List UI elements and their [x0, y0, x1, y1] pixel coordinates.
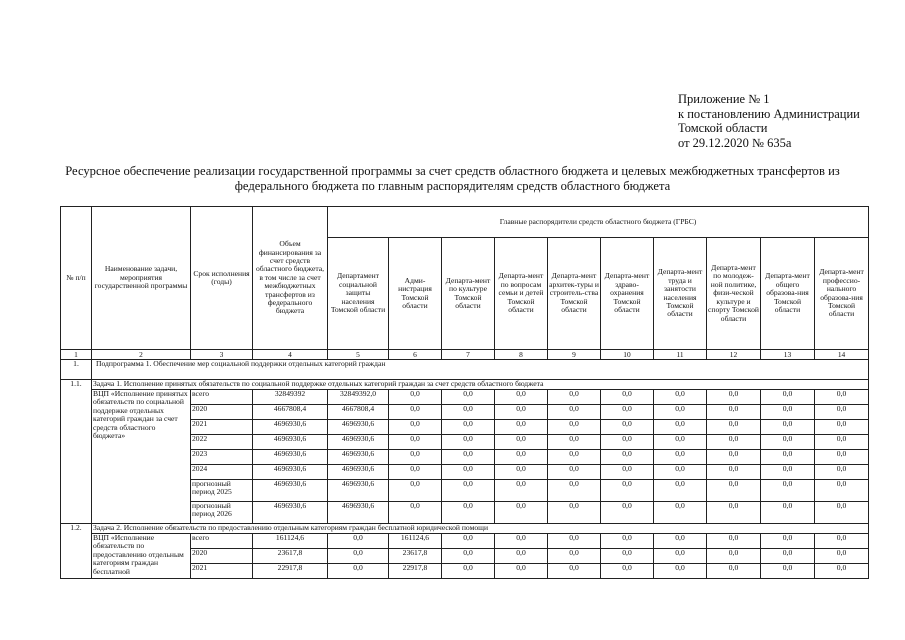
activity-name: ВЦП «Исполнение принятых обязательств по социальной поддержке отдельных категорий граждан за счет средств областного бюджета»	[92, 390, 191, 524]
header-cell: Департа-мент по вопросам семьи и детей Томской области	[495, 238, 548, 350]
value-cell: 0,0	[389, 390, 442, 405]
column-number: 13	[761, 350, 815, 360]
value-cell: 0,0	[442, 420, 495, 435]
value-cell: 0,0	[328, 564, 389, 579]
value-cell: 23617,8	[389, 549, 442, 564]
value-cell: 0,0	[761, 465, 815, 480]
value-cell: 0,0	[389, 480, 442, 502]
value-cell: 0,0	[442, 435, 495, 450]
value-cell: 0,0	[495, 465, 548, 480]
header-cell: Срок исполнения (годы)	[191, 207, 253, 350]
value-cell: 0,0	[815, 549, 869, 564]
value-cell: 4696930,6	[328, 480, 389, 502]
value-cell: 0,0	[815, 450, 869, 465]
value-cell: 0,0	[442, 502, 495, 524]
value-cell: 0,0	[495, 420, 548, 435]
value-cell: 4696930,6	[253, 480, 328, 502]
appendix-line: Приложение № 1	[678, 92, 770, 106]
value-cell: 0,0	[654, 450, 707, 465]
value-cell: 0,0	[761, 549, 815, 564]
value-cell: 0,0	[601, 564, 654, 579]
value-cell: 0,0	[761, 564, 815, 579]
column-number: 10	[601, 350, 654, 360]
period-cell: прогнозный период 2025	[191, 480, 253, 502]
appendix-line: Томской области	[678, 121, 768, 136]
value-cell: 0,0	[815, 480, 869, 502]
value-cell: 0,0	[761, 390, 815, 405]
value-cell: 32849392,0	[328, 390, 389, 405]
period-cell: всего	[191, 390, 253, 405]
value-cell: 0,0	[707, 450, 761, 465]
value-cell: 0,0	[654, 390, 707, 405]
header-cell: Адми-нистрация Томской области	[389, 238, 442, 350]
header-cell: Департа-мент здраво-охранения Томской области	[601, 238, 654, 350]
value-cell: 161124,6	[253, 534, 328, 549]
appendix-line: от 29.12.2020 № 635а	[678, 135, 792, 150]
value-cell: 0,0	[389, 450, 442, 465]
value-cell: 4696930,6	[328, 450, 389, 465]
value-cell: 0,0	[761, 502, 815, 524]
value-cell: 0,0	[442, 450, 495, 465]
value-cell: 0,0	[761, 534, 815, 549]
column-number: 12	[707, 350, 761, 360]
task-title: Задача 2. Исполнение обязательств по предоставлению отдельным категориям граждан бесплатной юридической помощи	[92, 524, 869, 534]
value-cell: 4696930,6	[253, 502, 328, 524]
value-cell: 0,0	[601, 405, 654, 420]
appendix-block	[678, 92, 860, 150]
value-cell: 0,0	[601, 450, 654, 465]
value-cell: 0,0	[442, 405, 495, 420]
column-number: 14	[815, 350, 869, 360]
value-cell: 4696930,6	[253, 465, 328, 480]
value-cell: 0,0	[654, 549, 707, 564]
value-cell: 0,0	[389, 420, 442, 435]
value-cell: 0,0	[495, 534, 548, 549]
period-cell: 2021	[191, 420, 253, 435]
value-cell: 22917,8	[253, 564, 328, 579]
value-cell: 4696930,6	[253, 435, 328, 450]
value-cell: 0,0	[601, 420, 654, 435]
value-cell: 4696930,6	[328, 502, 389, 524]
value-cell: 0,0	[548, 564, 601, 579]
value-cell: 0,0	[815, 435, 869, 450]
value-cell: 0,0	[495, 450, 548, 465]
value-cell: 0,0	[495, 549, 548, 564]
column-number: 9	[548, 350, 601, 360]
row-number: 1.	[61, 360, 92, 380]
value-cell: 0,0	[654, 420, 707, 435]
value-cell: 0,0	[548, 420, 601, 435]
subprogram-title: Подпрограмма 1. Обеспечение мер социальной поддержки отдельных категорий граждан	[92, 360, 869, 380]
value-cell: 0,0	[707, 502, 761, 524]
value-cell: 0,0	[707, 480, 761, 502]
value-cell: 0,0	[654, 435, 707, 450]
value-cell: 0,0	[548, 480, 601, 502]
value-cell: 0,0	[389, 465, 442, 480]
header-cell: Наименование задачи, мероприятия государственной программы	[92, 207, 191, 350]
value-cell: 0,0	[707, 549, 761, 564]
period-cell: 2020	[191, 405, 253, 420]
value-cell: 0,0	[601, 390, 654, 405]
value-cell: 0,0	[654, 534, 707, 549]
value-cell: 0,0	[654, 480, 707, 502]
value-cell: 0,0	[495, 390, 548, 405]
task-title: Задача 1. Исполнение принятых обязательств по социальной поддержке отдельных категорий граждан за счет средств областного бюджета	[92, 380, 869, 390]
value-cell: 0,0	[601, 480, 654, 502]
value-cell: 0,0	[654, 564, 707, 579]
value-cell: 0,0	[495, 480, 548, 502]
value-cell: 0,0	[654, 465, 707, 480]
activity-name: ВЦП «Исполнение обязательств по предоставлению отдельным категориям граждан бесплатной	[92, 534, 191, 579]
period-cell: 2021	[191, 564, 253, 579]
value-cell: 4667808,4	[253, 405, 328, 420]
resource-table	[60, 206, 869, 579]
value-cell: 0,0	[707, 534, 761, 549]
appendix-line: к постановлению Администрации	[678, 106, 860, 121]
subprogram-row	[61, 360, 869, 380]
value-cell: 4696930,6	[253, 450, 328, 465]
value-cell: 0,0	[815, 390, 869, 405]
value-cell: 4696930,6	[328, 420, 389, 435]
period-cell: 2022	[191, 435, 253, 450]
table-row	[61, 534, 869, 549]
document-title: Ресурсное обеспечение реализации государственной программы за счет средств областного бюджета и целевых межбюджетных трансфертов из федерального бюджета по главным распорядителям средств областного бюджета	[65, 164, 840, 193]
value-cell: 4667808,4	[328, 405, 389, 420]
task-row	[61, 380, 869, 390]
row-number: 1.2.	[61, 524, 92, 579]
value-cell: 0,0	[548, 502, 601, 524]
value-cell: 0,0	[442, 534, 495, 549]
column-number: 8	[495, 350, 548, 360]
value-cell: 0,0	[707, 405, 761, 420]
value-cell: 0,0	[442, 480, 495, 502]
value-cell: 23617,8	[253, 549, 328, 564]
value-cell: 0,0	[707, 465, 761, 480]
value-cell: 0,0	[815, 405, 869, 420]
column-number: 4	[253, 350, 328, 360]
value-cell: 0,0	[495, 564, 548, 579]
header-cell: Департа-мент профессио-нального образова-ния Томской области	[815, 238, 869, 350]
value-cell: 161124,6	[389, 534, 442, 549]
value-cell: 0,0	[815, 502, 869, 524]
row-number: 1.1.	[61, 380, 92, 524]
header-cell: Департа-мент по молодеж-ной политике, физи-ческой культуре и спорту Томской области	[707, 238, 761, 350]
value-cell: 0,0	[654, 405, 707, 420]
column-number: 5	[328, 350, 389, 360]
header-cell: Департа-мент по культуре Томской области	[442, 238, 495, 350]
header-cell: Департамент социальной защиты населения Томской области	[328, 238, 389, 350]
column-number: 6	[389, 350, 442, 360]
value-cell: 0,0	[707, 420, 761, 435]
value-cell: 0,0	[442, 390, 495, 405]
value-cell: 0,0	[601, 435, 654, 450]
value-cell: 0,0	[389, 405, 442, 420]
value-cell: 0,0	[389, 435, 442, 450]
value-cell: 0,0	[654, 502, 707, 524]
value-cell: 0,0	[548, 465, 601, 480]
table-row	[61, 390, 869, 405]
value-cell: 0,0	[761, 420, 815, 435]
value-cell: 0,0	[815, 420, 869, 435]
value-cell: 4696930,6	[253, 420, 328, 435]
value-cell: 0,0	[548, 534, 601, 549]
column-number: 1	[61, 350, 92, 360]
value-cell: 0,0	[495, 502, 548, 524]
header-cell: Объем финансирования за счет средств областного бюджета, в том числе за счет межбюджетных трансфертов из федерального бюджета	[253, 207, 328, 350]
value-cell: 0,0	[328, 534, 389, 549]
value-cell: 0,0	[761, 480, 815, 502]
value-cell: 0,0	[548, 450, 601, 465]
value-cell: 22917,8	[389, 564, 442, 579]
value-cell: 0,0	[601, 502, 654, 524]
header-cell: Департа-мент труда и занятости населения Томской области	[654, 238, 707, 350]
header-cell: Департа-мент архитек-туры и строитель-ства Томской области	[548, 238, 601, 350]
value-cell: 0,0	[548, 549, 601, 564]
value-cell: 0,0	[601, 465, 654, 480]
value-cell: 0,0	[815, 564, 869, 579]
period-cell: 2023	[191, 450, 253, 465]
value-cell: 0,0	[601, 534, 654, 549]
column-number: 2	[92, 350, 191, 360]
value-cell: 0,0	[707, 564, 761, 579]
value-cell: 4696930,6	[328, 465, 389, 480]
period-cell: всего	[191, 534, 253, 549]
column-number: 3	[191, 350, 253, 360]
column-number-row	[61, 350, 869, 360]
value-cell: 0,0	[442, 564, 495, 579]
value-cell: 0,0	[815, 534, 869, 549]
column-number: 7	[442, 350, 495, 360]
value-cell: 0,0	[328, 549, 389, 564]
period-cell: 2024	[191, 465, 253, 480]
header-group-grbs: Главные распорядители средств областного бюджета (ГРБС)	[328, 207, 869, 238]
value-cell: 0,0	[389, 502, 442, 524]
task-row	[61, 524, 869, 534]
value-cell: 0,0	[548, 435, 601, 450]
value-cell: 0,0	[761, 435, 815, 450]
value-cell: 0,0	[442, 465, 495, 480]
value-cell: 0,0	[707, 435, 761, 450]
value-cell: 0,0	[548, 405, 601, 420]
value-cell: 4696930,6	[328, 435, 389, 450]
value-cell: 0,0	[761, 450, 815, 465]
value-cell: 0,0	[707, 390, 761, 405]
column-number: 11	[654, 350, 707, 360]
value-cell: 32849392	[253, 390, 328, 405]
value-cell: 0,0	[495, 435, 548, 450]
period-cell: прогнозный период 2026	[191, 502, 253, 524]
period-cell: 2020	[191, 549, 253, 564]
value-cell: 0,0	[495, 405, 548, 420]
header-cell: Департа-мент общего образова-ния Томской области	[761, 238, 815, 350]
value-cell: 0,0	[442, 549, 495, 564]
value-cell: 0,0	[815, 465, 869, 480]
value-cell: 0,0	[601, 549, 654, 564]
value-cell: 0,0	[761, 405, 815, 420]
value-cell: 0,0	[548, 390, 601, 405]
header-cell: № п/п	[61, 207, 92, 350]
